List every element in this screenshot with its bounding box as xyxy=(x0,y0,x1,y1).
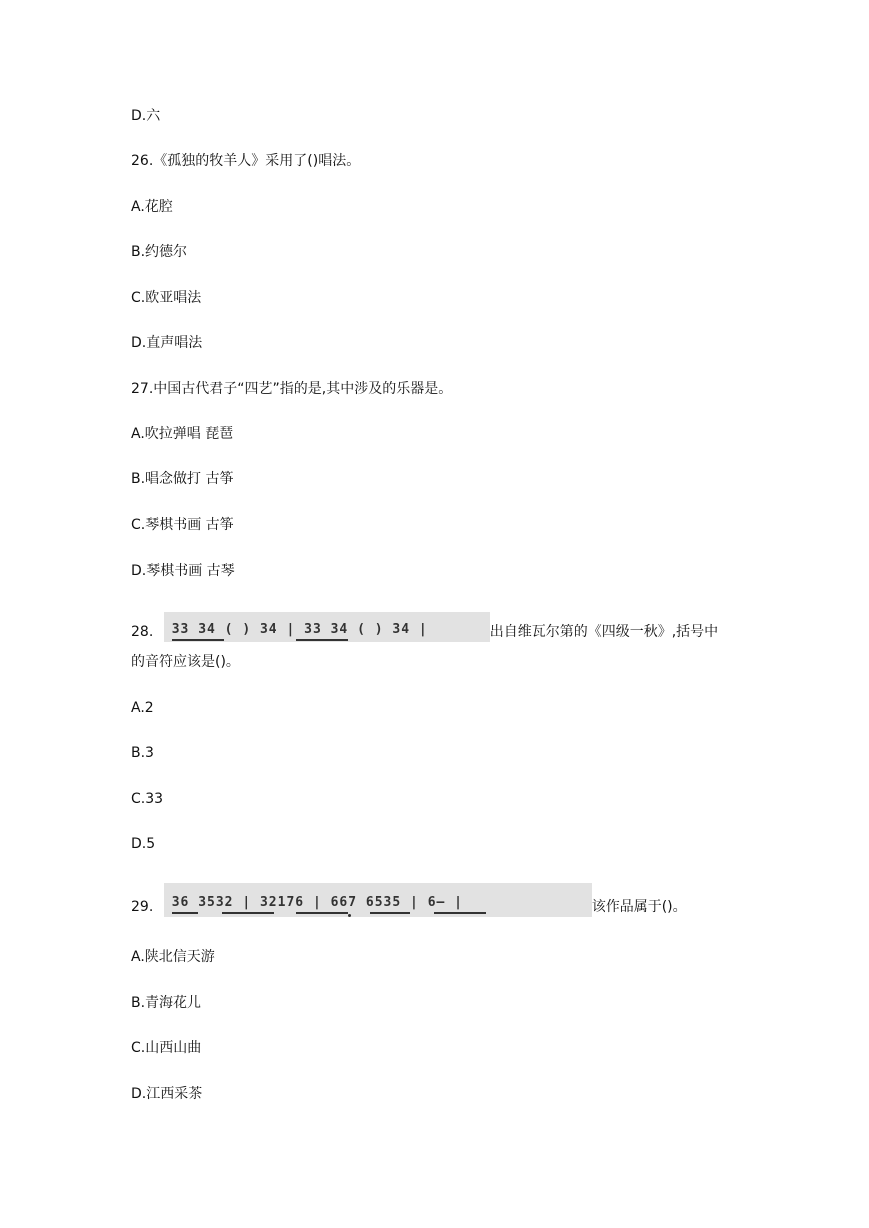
score-29-beam xyxy=(370,912,410,914)
option-28-c: C.33 xyxy=(131,791,164,807)
score-28-beam xyxy=(172,639,224,641)
option-d-prev: D.六 xyxy=(131,108,161,124)
option-29-a: A.陕北信天游 xyxy=(131,949,215,965)
score-29-beam xyxy=(222,912,274,914)
score-28-notes: 33 34 ( ) 34 | 33 34 ( ) 34 | xyxy=(171,622,428,637)
score-28-beam xyxy=(296,639,348,641)
score-29-image xyxy=(164,883,592,917)
option-28-b: B.3 xyxy=(131,745,154,761)
option-26-d: D.直声唱法 xyxy=(131,335,203,351)
score-29-beam xyxy=(172,912,198,914)
question-28-line2: 的音符应该是()。 xyxy=(131,654,240,670)
option-28-d: D.5 xyxy=(131,836,156,852)
question-29-tail: 该作品属于()。 xyxy=(591,899,687,915)
score-29-low-dot xyxy=(348,914,351,917)
score-29-notes: 36 3532 | 32176 | 667 6535 | 6— | xyxy=(171,895,463,910)
question-26: 26.《孤独的牧羊人》采用了()唱法。 xyxy=(131,153,361,169)
option-27-b: B.唱念做打 古筝 xyxy=(131,471,234,487)
question-28 xyxy=(131,612,718,642)
option-27-d: D.琴棋书画 古琴 xyxy=(131,563,235,579)
option-26-c: C.欧亚唱法 xyxy=(131,290,202,306)
option-29-c: C.山西山曲 xyxy=(131,1040,202,1056)
question-28-number: 28. xyxy=(131,624,154,640)
option-27-a: A.吹拉弹唱 琵琶 xyxy=(131,426,234,442)
question-28-tail: 出自维瓦尔第的《四级一秋》,括号中 xyxy=(489,624,719,640)
option-29-d: D.江西采茶 xyxy=(131,1086,203,1102)
score-29-beam xyxy=(434,912,486,914)
option-26-a: A.花腔 xyxy=(131,199,173,215)
option-29-b: B.青海花儿 xyxy=(131,995,202,1011)
question-27: 27.中国古代君子“四艺”指的是,其中涉及的乐器是。 xyxy=(131,381,453,397)
option-26-b: B.约德尔 xyxy=(131,244,188,260)
question-29-number: 29. xyxy=(131,899,154,915)
score-28-image xyxy=(164,612,490,642)
question-29 xyxy=(131,883,687,917)
option-28-a: A.2 xyxy=(131,700,154,716)
option-27-c: C.琴棋书画 古筝 xyxy=(131,517,234,533)
score-29-beam xyxy=(296,912,348,914)
